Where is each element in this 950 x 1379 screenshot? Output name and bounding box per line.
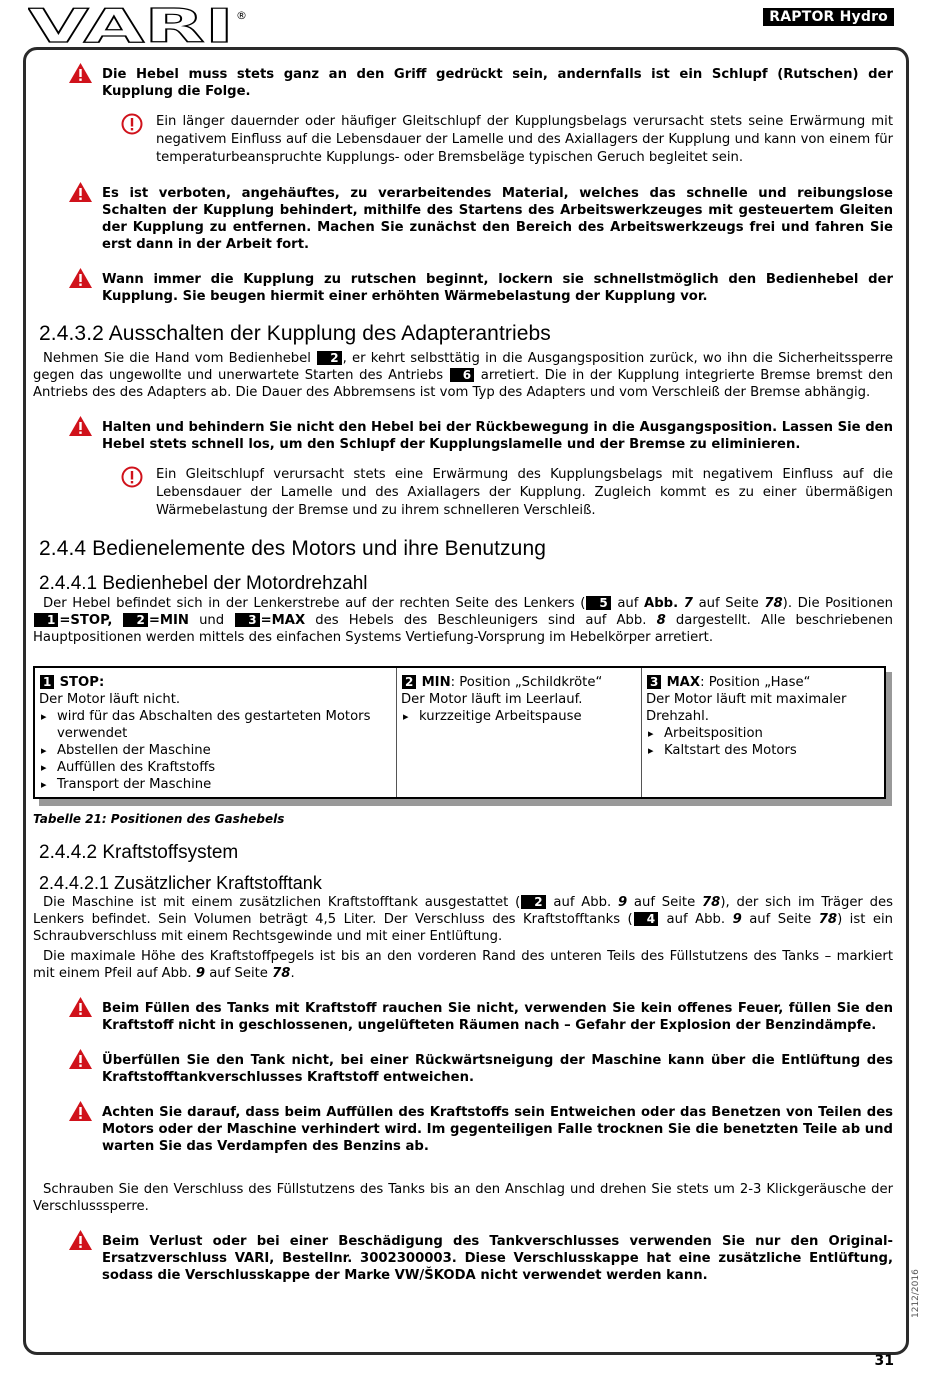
warning-text: Die Hebel muss stets ganz an den Griff gedrückt sein, andernfalls ist ein Schlupf (Rutschen) der Kupplung die Folge. xyxy=(102,67,893,99)
bullet-list xyxy=(646,725,880,759)
table-cell-stop: 1 STOP: Der Motor läuft nicht. ▸ wird für das Abschalten des gestarteten Motors verwendet ▸ Abstellen der Maschine ▸ Auffüllen des Kraftstoffs ▸ Transport der Maschine xyxy=(34,667,397,798)
warning-note xyxy=(33,419,893,453)
info-note xyxy=(33,466,893,520)
section-heading-2432: 2.4.3.2 Ausschalten der Kupplung des Adapterantriebs xyxy=(39,322,551,345)
paragraph: Die maximale Höhe des Kraftstoffpegels ist bis an den vorderen Rand des unteren Teils des Füllstutzens des Tanks – markiert mit einem Pfeil auf Abb. 9 auf Seite 78. xyxy=(33,949,893,981)
section-heading-2441: 2.4.4.1 Bedienhebel der Motordrehzahl xyxy=(39,573,368,594)
warning-icon xyxy=(68,62,93,84)
info-note xyxy=(33,113,893,167)
bullet-list xyxy=(39,708,392,793)
warning-note xyxy=(33,1233,893,1284)
list-item: ▸ Auffüllen des Kraftstoffs xyxy=(39,759,392,776)
info-icon xyxy=(121,466,143,488)
bullet-list xyxy=(401,708,637,725)
position-number-badge: 2 xyxy=(521,895,545,909)
list-item: ▸ Abstellen der Maschine xyxy=(39,742,392,759)
warning-icon xyxy=(68,181,93,203)
warning-icon xyxy=(68,267,93,289)
positions-table-wrapper xyxy=(33,666,886,799)
warning-icon xyxy=(68,415,93,437)
position-number-badge: 6 xyxy=(450,368,474,382)
position-number-badge: 1 xyxy=(34,613,58,627)
warning-text: Halten und behindern Sie nicht den Hebel bei der Rückbewegung in die Ausgangsposition. Lassen Sie den Hebel stets schnell los, um den Schlupf der Kupplungslamelle und der Bremse zu eliminieren. xyxy=(102,420,893,452)
paragraph: Der Hebel befindet sich in der Lenkerstrebe auf der rechten Seite des Lenkers ( 5 auf Abb. 7 auf Seite 78). Die Positionen 1 =STOP, 2 =MIN und 3 =MAX des Hebels des Beschleunigers sind auf Abb. 8 dargestellt. Alle beschriebenen Hauptpositionen werden mittels des einfachen Systems Vertiefung-Vorsprung im Hebelkörper arretiert. xyxy=(33,596,893,645)
table-row xyxy=(34,667,885,798)
position-number-badge: 5 xyxy=(586,596,610,610)
warning-text: Beim Verlust oder bei einer Beschädigung des Tankverschlusses verwenden Sie nur den Original-Ersatzverschluss VARI, Bestellnr. 3002300003. Diese Verschlusskappe hat eine zusätzliche Entlüftung, sodass die Verschlusskappe der Marke VW/ŠKODA nicht verwendet werden kann. xyxy=(102,1234,893,1283)
position-number-badge: 3 xyxy=(235,613,259,627)
table-cell-max: 3 MAX: Position „Hase“ Der Motor läuft mit maximaler Drehzahl. ▸ Arbeitsposition ▸ Kaltstart des Motors xyxy=(642,667,886,798)
page-number: 31 xyxy=(874,1353,894,1369)
position-number-badge: 1 xyxy=(40,675,54,689)
list-item: ▸ Kaltstart des Motors xyxy=(646,742,880,759)
warning-icon xyxy=(68,996,93,1018)
section-heading-2442: 2.4.4.2 Kraftstoffsystem xyxy=(39,842,239,863)
vari-logo xyxy=(28,6,258,46)
model-badge: RAPTOR Hydro xyxy=(763,8,894,26)
warning-text: Beim Füllen des Tanks mit Kraftstoff rauchen Sie nicht, verwenden Sie kein offenes Feuer, füllen Sie den Kraftstoff nicht in geschlossenen, ungelüfteten Räumen nach – Gefahr der Explosion der Benzindämpfe. xyxy=(102,1001,893,1033)
warning-note xyxy=(33,1000,893,1034)
svg-text:®: ® xyxy=(236,9,247,22)
warning-text: Wann immer die Kupplung zu rutschen beginnt, lockern sie schnellstmöglich den Bedienhebel der Kupplung. Sie beugen hiermit einer erhöhten Wärmebelastung der Kupplung vor. xyxy=(102,272,893,304)
warning-note xyxy=(33,1052,893,1086)
logo-text: VARI xyxy=(28,6,234,46)
warning-icon xyxy=(68,1229,93,1251)
paragraph: Die Maschine ist mit einem zusätzlichen Kraftstofftank ausgestattet ( 2 auf Abb. 9 auf Seite 78), der sich im Träger des Lenkers befindet. Sein Volumen beträgt 4,5 Liter. Der Verschluss des Kraftstofftanks ( 4 auf Abb. 9 auf Seite 78) ist ein Schraubverschluss mit einem Rechtsgewinde und mit einer Entlüftung. xyxy=(33,895,894,944)
warning-icon xyxy=(68,1100,93,1122)
list-item: ▸ Transport der Maschine xyxy=(39,776,392,793)
warning-text: Achten Sie darauf, dass beim Auffüllen des Kraftstoffs sein Entweichen oder das Benetzen von Teilen des Motors oder der Maschine verhindert wird. Im gegenteiligen Falle trocknen Sie die benetzten Teile ab und warten Sie das Verdampfen des Benzins ab. xyxy=(102,1105,893,1154)
position-number-badge: 3 xyxy=(647,675,661,689)
warning-note xyxy=(33,185,893,253)
paragraph: Schrauben Sie den Verschluss des Füllstutzens des Tanks bis an den Anschlag und drehen Sie stets um 2-3 Klickgeräusche der Verschlusssperre. xyxy=(33,1182,893,1214)
document-code: 1212/2016 xyxy=(911,1269,921,1318)
info-icon xyxy=(121,113,143,135)
position-number-badge: 2 xyxy=(402,675,416,689)
info-text: Ein länger dauernder oder häufiger Gleitschlupf der Kupplungsbelags verursacht stets seine Erwärmung mit negativem Einfluss auf die Lebensdauer der Lamelle und des Axiallagers der Kupplung und kann von einem für temperaturbeanspruchte Kupplungs- oder Bremsbeläge typischen Geruch begleitet sein. xyxy=(156,114,893,165)
section-heading-24421: 2.4.4.2.1 Zusätzlicher Kraftstofftank xyxy=(39,873,322,893)
position-number-badge: 4 xyxy=(634,912,658,926)
position-number-badge: 2 xyxy=(317,351,341,365)
warning-text: Überfüllen Sie den Tank nicht, bei einer Rückwärtsneigung der Maschine kann über die Entlüftung des Kraftstofftankverschlusses Kraftstoff entweichen. xyxy=(102,1053,893,1085)
info-text: Ein Gleitschlupf verursacht stets eine Erwärmung des Kupplungsbelags mit negativem Einfluss auf die Lebensdauer der Lamelle und des Axiallagers der Kupplung. Zugleich kommt es zu einer übermäßigen Wärmebelastung der Bremse und zu ihrem schnelleren Verschleiß. xyxy=(156,467,893,518)
list-item: ▸ Arbeitsposition xyxy=(646,725,880,742)
warning-text: Es ist verboten, angehäuftes, zu verarbeitendes Material, welches das schnelle und reibungslose Schalten der Kupplung behindert, mithilfe des Startens des Arbeitswerkzeuges mit gesteuertem Gleiten der Kupplung zu entfernen. Machen Sie zunächst den Bereich des Arbeitswerkzeugs frei und fahren Sie erst dann in der Arbeit fort. xyxy=(102,186,893,252)
section-heading-244: 2.4.4 Bedienelemente des Motors und ihre Benutzung xyxy=(39,537,547,560)
page-content xyxy=(33,66,893,1302)
warning-note xyxy=(33,271,893,305)
warning-icon xyxy=(68,1048,93,1070)
warning-note xyxy=(33,66,893,100)
list-item: ▸ wird für das Abschalten des gestarteten Motors verwendet xyxy=(39,708,392,742)
positions-table xyxy=(33,666,886,799)
table-caption: Tabelle 21: Positionen des Gashebels xyxy=(33,812,285,826)
position-number-badge: 2 xyxy=(123,613,147,627)
warning-note xyxy=(33,1104,893,1155)
paragraph: Nehmen Sie die Hand vom Bedienhebel 2 , er kehrt selbsttätig in die Ausgangsposition zurück, wo ihn die Sicherheitssperre gegen das ungewollte und unerwartete Starten des Antriebs 6 arretiert. Die in der Kupplung integrierte Bremse bremst den Antriebs des des Adapters ab. Die Dauer des Abbremsens ist vom Typ des Adapters und vom Verschleiß der Bremse abhängig. xyxy=(33,351,893,400)
list-item: ▸ kurzzeitige Arbeitspause xyxy=(401,708,637,725)
table-cell-min: 2 MIN: Position „Schildkröte“ Der Motor läuft im Leerlauf. ▸ kurzzeitige Arbeitspause xyxy=(397,667,642,798)
